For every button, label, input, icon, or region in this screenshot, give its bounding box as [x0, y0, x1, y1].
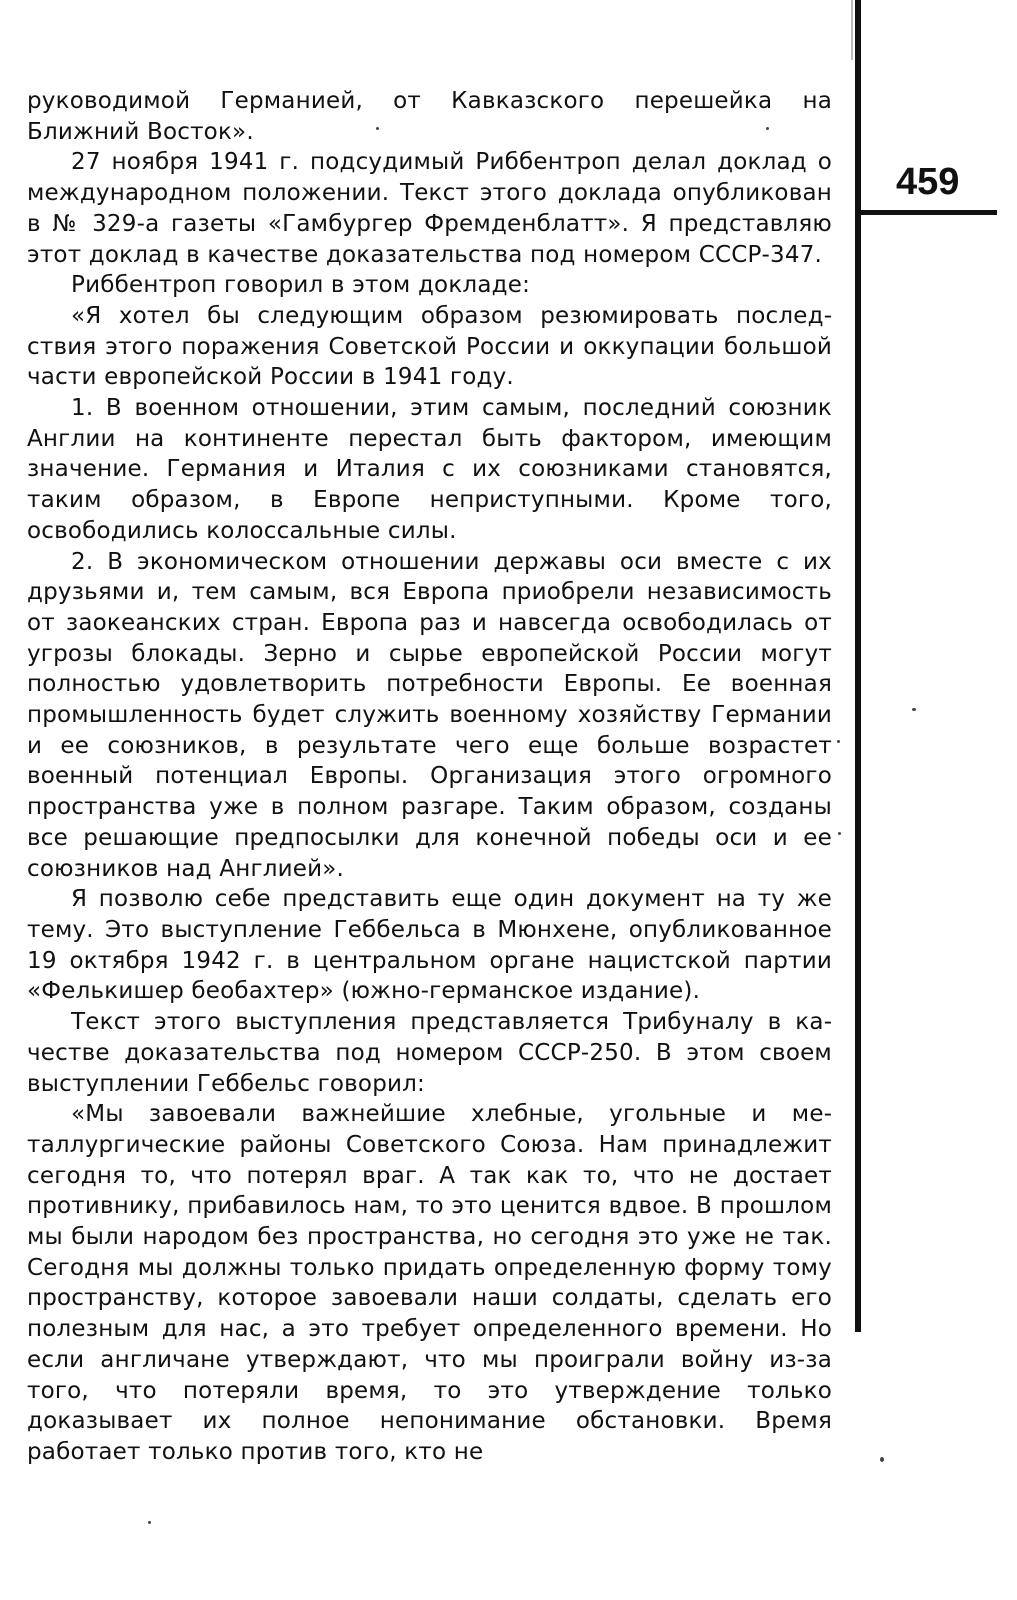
paragraph-quote: «Мы завоевали важнейшие хлебные, угольные и металлургические районы Советского Союза. Нам принадлежит сегодня то, что потерял враг. А так как то, что не достает противнику, прибавилось нам, то это ценится вдвое. В прошлом мы были народом без пространства, но сегодня это уже не так. Сегодня мы должны только придать определенную форму тому пространству, которое завоевали наши солдаты, сделать его полезным для нас, а это требует определенного времени. Но если англичане утверждают, что мы проиграли войну из-за того, что потеряли время, то это утверждение только доказывает их полное непонимание обстановки. Время работает только против того, кто не [27, 1101, 832, 1465]
scan-speck [148, 1521, 151, 1524]
paragraph: Текст этого выступления представляется Трибуналу в качестве доказательства под номером СССР-250. В этом своем выступлении Геббельс говорил: [27, 1009, 832, 1097]
paragraph-quote-item: 2. В экономическом отношении державы оси вместе с их друзьями и, тем самым, вся Европа приобрели независимость от заокеанских стран. Европа раз и навсегда освободилась от угрозы блокады. Зерно и сырье европейской России могут полностью удовлетворить потребности Европы. Ее военная промышленность будет служить военному хозяйству Германии и ее союзников, в результате чего еще больше возрастет военный потенциал Европы. Организация этого огромного пространства уже в полном разгаре. Таким образом, созданы все решающие предпосылки для конечной победы оси и ее союзников над Англией». [27, 548, 832, 882]
paragraph-quote-item: 1. В военном отношении, этим самым, последний союзник Англии на континенте перестал быть фактором, имеющим значение. Германия и Италия с их союзниками становятся, таким образом, в Европе неприступными. Кроме того, освободились колоссальные силы. [27, 395, 832, 544]
scan-speck [837, 740, 840, 743]
scan-speck [880, 1457, 884, 1462]
paragraph-quote: «Я хотел бы следующим образом резюмировать последствия этого поражения Советской России и оккупации большой части европейской России в 1941 году. [27, 302, 832, 391]
scan-speck [912, 708, 916, 711]
paragraph: 27 ноября 1941 г. подсудимый Риббентроп делал доклад о международном положении. Текст этого доклада опубликован в № 329-а газеты «Гамбургер Фремденблатт». Я представляю этот доклад в качестве доказательства под номером СССР-347. [27, 149, 832, 268]
margin-rule-vertical [855, 0, 861, 1332]
page-number-underline [861, 210, 997, 215]
page-number: 459 [896, 161, 960, 203]
scan-speck [838, 832, 841, 835]
body-text [27, 86, 832, 1468]
margin-rule-faint [851, 0, 853, 60]
paragraph: Я позволю себе представить еще один документ на ту же тему. Это выступление Геббельса в Мюнхене, опубликованное 19 октября 1942 г. в центральном органе нацистской партии «Фелькишер беобахтер» (южно-германское издание). [27, 886, 832, 1005]
scan-speck [766, 127, 769, 130]
scan-speck [376, 127, 379, 130]
paragraph: Риббентроп говорил в этом докладе: [71, 272, 531, 299]
paragraph-continuation: руководимой Германией, от Кавказского перешейка на Ближний Восток». [27, 88, 832, 145]
